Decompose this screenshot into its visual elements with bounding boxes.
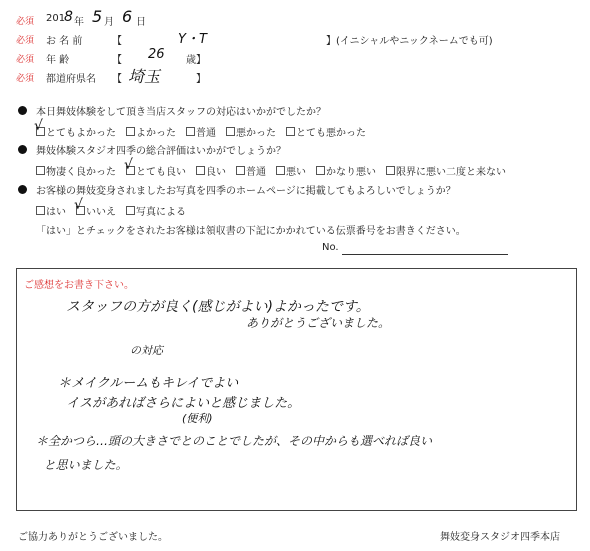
option-very-good[interactable]: √ とても良い — [124, 157, 186, 178]
number-field-line[interactable] — [342, 254, 508, 255]
prefecture-open-bracket: 【 — [112, 74, 122, 85]
option-worst[interactable]: 限界に悪い二度と来ない — [386, 163, 506, 178]
prefecture-label: 都道府県名 — [46, 74, 96, 85]
option-very-good[interactable]: √ とてもよかった — [34, 118, 116, 139]
bullet-icon — [18, 106, 27, 115]
question-2-text: 舞妓体験スタジオ四季の総合評価はいかがでしょうか？ — [36, 146, 286, 157]
date-day-hand[interactable]: 6 — [122, 7, 133, 26]
footer-thanks: ご協力ありがとうございました。 — [18, 532, 168, 543]
option-normal[interactable]: 普通 — [236, 163, 266, 178]
bullet-icon — [18, 145, 27, 154]
question-3-note: 「はい」とチェックをされたお客様は領収書の下記にかかれている伝票番号をお書きください。 — [36, 226, 466, 237]
comment-line-4: ＊メイクルームもキレイでよい — [58, 376, 239, 391]
comment-line-3: の対応 — [130, 344, 163, 357]
checkbox[interactable] — [226, 127, 235, 136]
number-label: No. — [322, 242, 339, 253]
option-yes[interactable]: はい — [36, 203, 66, 218]
check-mark-icon: √ — [124, 157, 133, 173]
date-year-hand[interactable]: 8 — [64, 9, 73, 25]
required-mark: 必須 — [16, 74, 35, 84]
check-mark-icon: √ — [74, 197, 83, 213]
option-good[interactable]: 良い — [196, 163, 226, 178]
date-year-suffix: 年 — [74, 17, 84, 28]
option-quite-bad[interactable]: かなり悪い — [316, 163, 376, 178]
option-bad[interactable]: 悪かった — [226, 124, 276, 139]
option-no[interactable]: √ いいえ — [74, 197, 116, 218]
option-normal[interactable]: 普通 — [186, 124, 216, 139]
date-year-prefix: 201 — [46, 13, 66, 24]
date-month-suffix: 月 — [104, 17, 114, 28]
checkbox[interactable] — [126, 127, 135, 136]
question-1-text: 本日舞妓体験をして頂き当店スタッフの対応はいかがでしたか？ — [36, 107, 326, 118]
checkbox[interactable] — [126, 206, 135, 215]
option-depends-on-photo[interactable]: 写真による — [126, 203, 186, 218]
age-label: 年 齢 — [46, 55, 70, 66]
comment-line-7: ＊全かつら…頭の大きさでとのことでしたが、その中からも選べれば良い — [36, 434, 433, 448]
date-month-hand[interactable]: 5 — [92, 7, 103, 26]
required-mark: 必須 — [16, 55, 35, 65]
checkbox[interactable] — [276, 166, 285, 175]
option-very-bad[interactable]: とても悪かった — [286, 124, 366, 139]
prefecture-close-bracket: 】 — [196, 74, 206, 85]
question-2-options — [36, 157, 516, 178]
checkbox[interactable] — [36, 206, 45, 215]
name-close-note: 】(イニシャルやニックネームでも可) — [326, 36, 493, 47]
comment-line-5: イスがあればさらによいと感じました。 — [58, 396, 301, 411]
question-3-options — [36, 197, 196, 218]
comment-line-2: ありがとうございました。 — [246, 316, 391, 330]
question-1-options — [34, 118, 376, 139]
prefecture-value[interactable]: 埼玉 — [128, 67, 161, 86]
checkbox[interactable] — [36, 166, 45, 175]
option-bad[interactable]: 悪い — [276, 163, 306, 178]
checkbox[interactable] — [236, 166, 245, 175]
name-value[interactable]: Y・T — [178, 32, 207, 47]
comment-line-1: スタッフの方が良く(感じがよい)よかったです。 — [66, 299, 370, 315]
checkbox[interactable] — [316, 166, 325, 175]
option-good[interactable]: よかった — [126, 124, 176, 139]
checkbox[interactable] — [286, 127, 295, 136]
comment-box-title: ご感想をお書き下さい。 — [24, 280, 134, 291]
age-suffix: 歳】 — [186, 55, 206, 66]
comment-line-8: と思いました。 — [36, 458, 128, 472]
check-mark-icon: √ — [34, 118, 43, 134]
question-3-text: お客様の舞妓変身されましたお写真を四季のホームページに掲載してもよろしいでしょうか？ — [36, 186, 456, 197]
checkbox[interactable] — [186, 127, 195, 136]
age-open-bracket: 【 — [112, 55, 122, 66]
comment-line-6: (便利) — [182, 412, 213, 425]
checkbox[interactable] — [196, 166, 205, 175]
checkbox[interactable] — [386, 166, 395, 175]
option-extremely-good[interactable]: 物凄く良かった — [36, 163, 116, 178]
name-open-bracket: 【 — [112, 36, 122, 47]
age-value[interactable]: 26 — [148, 47, 165, 62]
name-label: お 名 前 — [46, 36, 83, 47]
bullet-icon — [18, 185, 27, 194]
required-mark: 必須 — [16, 36, 35, 46]
footer-shop-name: 舞妓変身スタジオ四季本店 — [440, 532, 560, 543]
date-day-suffix: 日 — [136, 17, 146, 28]
required-mark: 必須 — [16, 17, 35, 27]
